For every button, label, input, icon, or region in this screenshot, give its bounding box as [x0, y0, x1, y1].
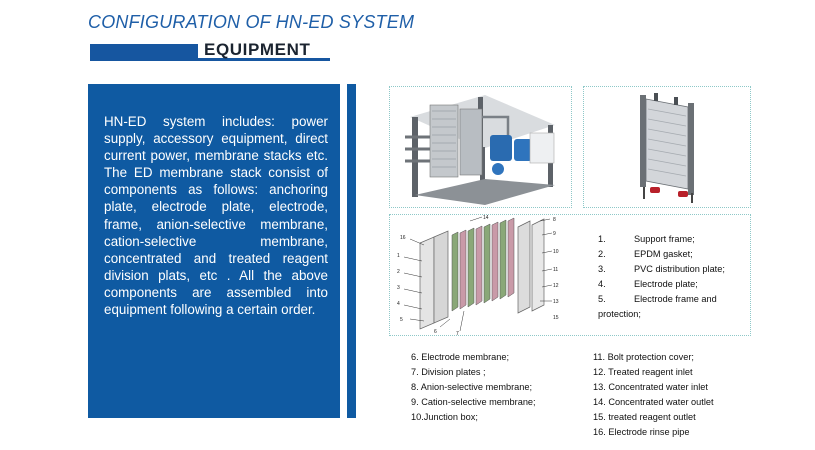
page-title: CONFIGURATION OF HN-ED SYSTEM: [88, 12, 415, 32]
legend-item: 4. Electrode plate;: [598, 279, 698, 289]
callout-label: 11: [553, 267, 559, 273]
legend-item: 16. Electrode rinse pipe: [593, 427, 690, 437]
legend-item: 9. Cation-selective membrane;: [411, 397, 536, 407]
legend-list-c: [593, 350, 714, 440]
section-accent-bar: [90, 44, 198, 58]
legend-item: 2. EPDM gasket;: [598, 249, 693, 259]
membrane-stack-illustration: [584, 87, 750, 207]
legend-item: 15. treated reagent outlet: [593, 412, 696, 422]
callout-label: 3: [397, 285, 400, 291]
callout-label: 12: [553, 283, 559, 289]
callout-label: 9: [553, 231, 556, 237]
legend-item: 3. PVC distribution plate;: [598, 264, 725, 274]
legend-list-b: [411, 350, 536, 425]
description-text-block: [104, 113, 328, 318]
legend-item: 14. Concentrated water outlet: [593, 397, 714, 407]
callout-label: 14: [483, 215, 489, 221]
legend-item: 5. Electrode frame and: [598, 294, 717, 304]
stack-photo: [583, 86, 751, 208]
legend-list-a: [598, 232, 725, 322]
callout-label: 16: [400, 235, 406, 241]
legend-item: 6. Electrode membrane;: [411, 352, 510, 362]
callout-label: 1: [397, 253, 400, 259]
decorative-side-bar: [347, 84, 356, 418]
callout-label: 5: [400, 317, 403, 323]
legend-item: 12. Treated reagent inlet: [593, 367, 693, 377]
legend-item: 7. Division plates ;: [411, 367, 486, 377]
callout-label: 2: [397, 269, 400, 275]
callout-label: 15: [553, 315, 559, 321]
callout-label: 13: [553, 299, 559, 305]
legend-item: 11. Bolt protection cover;: [593, 352, 694, 362]
legend-item: 1. Support frame;: [598, 234, 695, 244]
callout-label: 6: [434, 329, 437, 335]
legend-item: 10.Junction box;: [411, 412, 478, 422]
section-title: EQUIPMENT: [204, 40, 311, 59]
callout-label: 4: [397, 301, 400, 307]
callout-label: 8: [553, 217, 556, 223]
legend-item: 13. Concentrated water inlet: [593, 382, 708, 392]
description-text: HN-ED system includes: power supply, accessory equipment, direct current power, membrane stacks etc. The ED membrane stack consist of components as follows: anchoring plate, electrode plate, electrode, frame, anion-selective membrane, cation-selective membrane, concentrated and treated reagent division plats, etc . All the above components are assembled into equipment following a certain order.: [104, 114, 328, 318]
legend-item: 8. Anion-selective membrane;: [411, 382, 533, 392]
system-photo: [389, 86, 572, 208]
callout-label: 7: [456, 331, 459, 335]
ed-system-illustration: [390, 87, 571, 207]
legend-item-continued: protection;: [598, 309, 641, 319]
callout-label: 10: [553, 249, 559, 255]
